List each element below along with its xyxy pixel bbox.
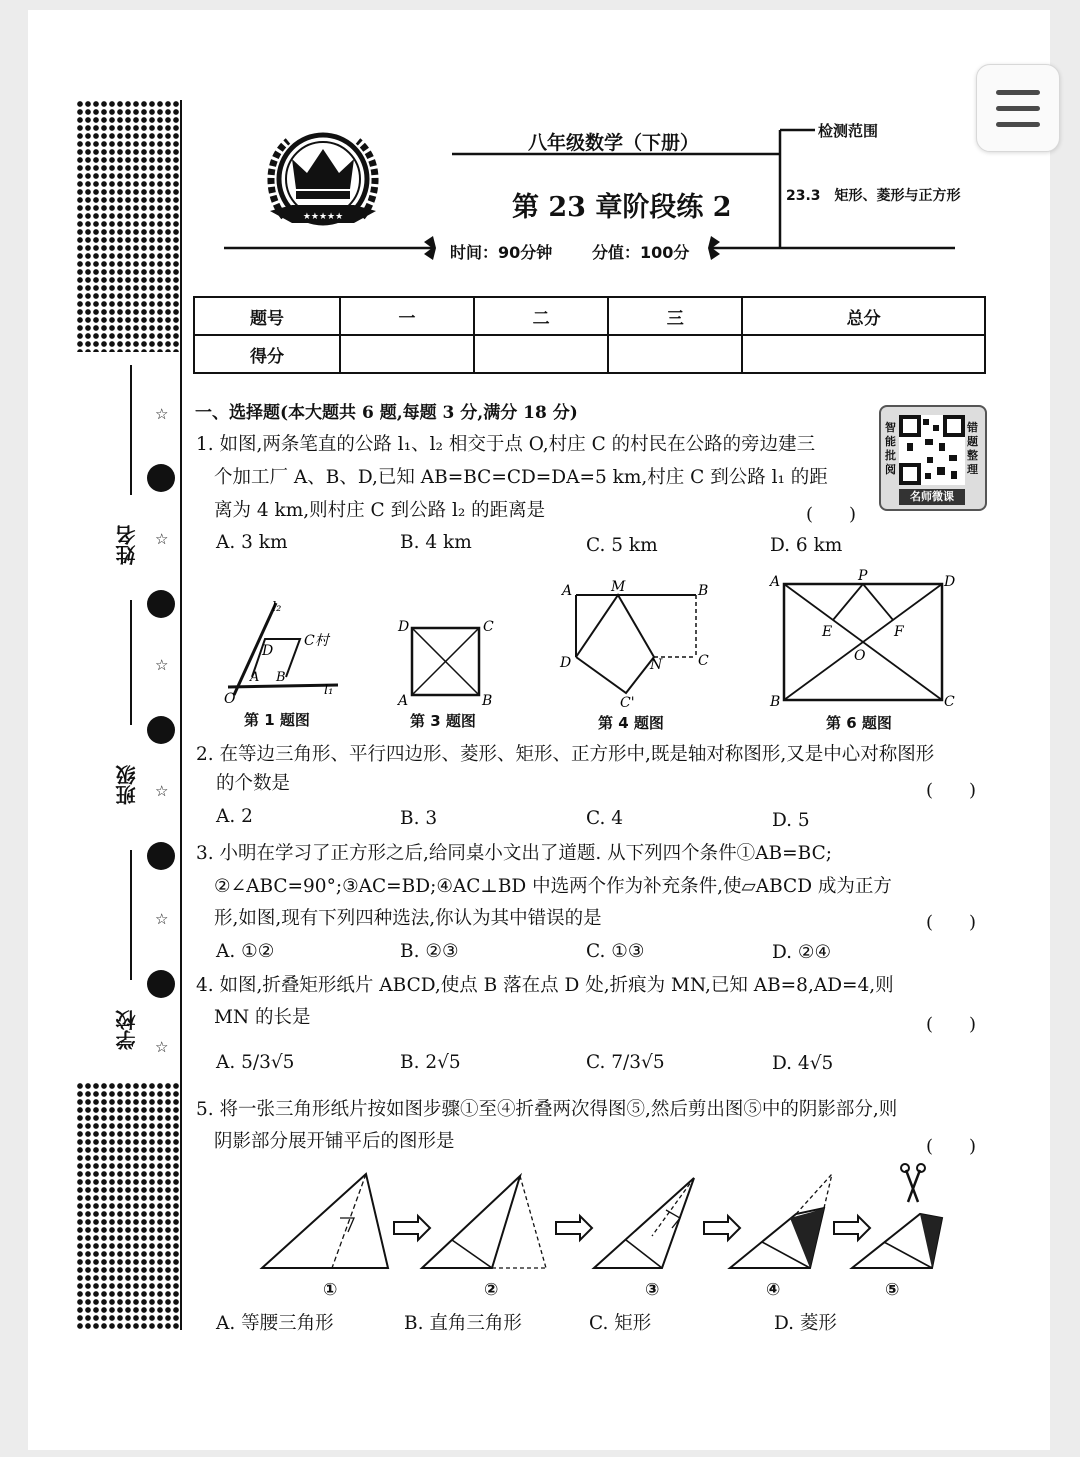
binding-line xyxy=(180,100,182,1330)
q3-option-b[interactable]: B. ②③ xyxy=(400,941,459,962)
q4-line1: 4. 如图,折叠矩形纸片 ABCD,使点 B 落在点 D 处,折痕为 MN,已知 AB=8,AD=4,则 xyxy=(196,975,894,996)
q5-option-b[interactable]: B. 直角三角形 xyxy=(404,1313,522,1334)
scissors-icon xyxy=(901,1164,925,1202)
q1-option-a[interactable]: A. 3 km xyxy=(216,532,288,553)
q1-option-d[interactable]: D. 6 km xyxy=(770,535,843,556)
figure-q6 xyxy=(766,566,962,708)
qr-left-text: 智能批阅 xyxy=(885,421,896,476)
svg-text:★★★★★: ★★★★★ xyxy=(302,212,344,222)
section-title: 一、选择题(本大题共 6 题,每题 3 分,满分 18 分) xyxy=(195,403,578,423)
binding-hole xyxy=(147,464,175,492)
fig4-label: D xyxy=(560,655,572,671)
q2-option-d[interactable]: D. 5 xyxy=(772,810,810,831)
fig4-label: C' xyxy=(620,695,635,710)
binding-pattern-top xyxy=(76,100,180,352)
binding-hole xyxy=(147,716,175,744)
subject-label: 八年级数学（下册） xyxy=(528,132,700,154)
fig6-label: C xyxy=(944,694,955,708)
q1-line1: 1. 如图,两条笔直的公路 l₁、l₂ 相交于点 O,村庄 C 的村民在公路的旁边建三 xyxy=(196,434,816,455)
qr-bottom-text: 名师微课 xyxy=(899,489,965,505)
q5-option-c[interactable]: C. 矩形 xyxy=(589,1313,652,1334)
q4-option-b[interactable]: B. 2√5 xyxy=(400,1052,461,1073)
fig6-label: O xyxy=(854,648,866,664)
fig3-label: B xyxy=(482,693,493,707)
figure-q1 xyxy=(220,595,345,707)
score-cell[interactable] xyxy=(608,335,742,373)
q2-option-a[interactable]: A. 2 xyxy=(216,806,253,827)
q1-option-b[interactable]: B. 4 km xyxy=(400,532,472,553)
q3-option-d[interactable]: D. ②④ xyxy=(772,942,832,963)
menu-button[interactable] xyxy=(976,64,1060,152)
star-icon: ☆ xyxy=(155,656,169,674)
table-header: 题号 xyxy=(194,297,340,335)
q1-answer[interactable]: ( ) xyxy=(806,504,857,525)
table-header: 三 xyxy=(608,297,742,335)
q3-answer[interactable]: ( ) xyxy=(926,912,977,933)
figure-caption: 第 3 题图 xyxy=(410,712,476,730)
q3-line3: 形,如图,现有下列四种选法,你认为其中错误的是 xyxy=(214,908,602,929)
q1-line2: 个加工厂 A、B、D,已知 AB=BC=CD=DA=5 km,村庄 C 到公路 l₁ 的距 xyxy=(214,467,828,488)
score-cell[interactable] xyxy=(742,335,985,373)
scope-value: 23.3 矩形、菱形与正方形 xyxy=(786,188,961,204)
fig4-label: N xyxy=(650,657,663,673)
q4-line2: MN 的长是 xyxy=(214,1007,311,1028)
figure-q5-steps xyxy=(256,1162,956,1278)
q4-option-a[interactable]: A. 5/3√5 xyxy=(216,1052,295,1073)
table-header: 二 xyxy=(474,297,608,335)
step-label: ④ xyxy=(766,1280,781,1300)
fig3-label: A xyxy=(398,693,409,707)
q4-answer[interactable]: ( ) xyxy=(926,1014,977,1035)
class-label: 班级 xyxy=(115,765,139,805)
q2-option-b[interactable]: B. 3 xyxy=(400,808,438,829)
q4-option-c[interactable]: C. 7/3√5 xyxy=(586,1052,665,1073)
q3-option-a[interactable]: A. ①② xyxy=(216,941,275,962)
fig1-label: C村 xyxy=(304,633,329,649)
scope-label: 检测范围 xyxy=(818,122,879,140)
hamburger-icon xyxy=(996,90,1040,95)
binding-hole xyxy=(147,970,175,998)
q5-option-a[interactable]: A. 等腰三角形 xyxy=(216,1313,334,1334)
fig1-label: B xyxy=(276,670,286,685)
table-header: 一 xyxy=(340,297,474,335)
step-label: ② xyxy=(484,1280,499,1300)
score-cell[interactable] xyxy=(340,335,474,373)
q2-option-c[interactable]: C. 4 xyxy=(586,808,624,829)
fig3-label: C xyxy=(483,619,494,635)
q4-option-d[interactable]: D. 4√5 xyxy=(772,1053,834,1074)
fig6-label: F xyxy=(894,624,904,640)
time-label: 时间：90分钟 xyxy=(450,243,553,262)
table-row-label: 得分 xyxy=(194,335,340,373)
figure-q4 xyxy=(556,575,716,710)
score-cell[interactable] xyxy=(474,335,608,373)
star-icon: ☆ xyxy=(155,530,169,548)
fig1-label: l₁ xyxy=(324,683,334,698)
q2-answer[interactable]: ( ) xyxy=(926,780,977,801)
q1-option-c[interactable]: C. 5 km xyxy=(586,535,658,556)
binding-hole xyxy=(147,590,175,618)
star-icon: ☆ xyxy=(155,1038,169,1056)
step-label: ① xyxy=(323,1280,338,1300)
figure-caption: 第 4 题图 xyxy=(598,714,664,732)
binding-hole xyxy=(147,842,175,870)
q2-line1: 2. 在等边三角形、平行四边形、菱形、矩形、正方形中,既是轴对称图形,又是中心对称图形 xyxy=(196,744,935,765)
step-label: ③ xyxy=(645,1280,660,1300)
q5-option-d[interactable]: D. 菱形 xyxy=(774,1313,837,1334)
q3-option-c[interactable]: C. ①③ xyxy=(586,941,645,962)
star-icon: ☆ xyxy=(155,782,169,800)
star-icon: ☆ xyxy=(155,910,169,928)
fig6-label: E xyxy=(822,624,833,640)
binding-pattern-bottom xyxy=(76,1082,180,1330)
star-icon: ☆ xyxy=(155,405,169,423)
fig4-label: C xyxy=(698,653,709,669)
q2-line2: 的个数是 xyxy=(216,773,291,794)
fig1-label: O xyxy=(224,691,236,707)
fig1-label: l₂ xyxy=(272,600,282,615)
qr-pattern xyxy=(899,415,965,485)
fig1-label: A xyxy=(250,670,260,685)
fig6-label: P xyxy=(858,568,868,584)
q1-line3: 离为 4 km,则村庄 C 到公路 l₂ 的距离是 xyxy=(214,500,546,521)
figure-caption: 第 1 题图 xyxy=(244,711,310,729)
fig4-label: M xyxy=(611,579,626,595)
figure-q3 xyxy=(396,615,498,707)
fig4-label: A xyxy=(562,583,573,599)
fig6-label: D xyxy=(944,574,956,590)
q5-answer[interactable]: ( ) xyxy=(926,1136,977,1157)
score-table xyxy=(193,296,986,374)
score-label: 分值：100分 xyxy=(592,243,690,262)
fig6-label: B xyxy=(770,694,781,708)
fig3-label: D xyxy=(398,619,410,635)
q5-line2: 阴影部分展开铺平后的图形是 xyxy=(214,1131,455,1152)
figure-caption: 第 6 题图 xyxy=(826,714,892,732)
table-header: 总分 xyxy=(742,297,985,335)
q5-line1: 5. 将一张三角形纸片按如图步骤①至④折叠两次得图⑤,然后剪出图⑤中的阴影部分,则 xyxy=(196,1099,898,1120)
name-label: 姓名 xyxy=(115,525,139,565)
page-title: 第 23 章阶段练 2 xyxy=(512,192,732,223)
q3-line1: 3. 小明在学习了正方形之后,给同桌小文出了道题. 从下列四个条件①AB=BC; xyxy=(196,843,832,864)
step-label: ⑤ xyxy=(885,1280,900,1300)
fig1-label: D xyxy=(262,643,274,659)
q3-line2: ②∠ABC=90°;③AC=BD;④AC⊥BD 中选两个作为补充条件,使▱ABCD 成为正方 xyxy=(214,876,892,897)
qr-code[interactable] xyxy=(879,405,987,511)
fig6-label: A xyxy=(770,574,781,590)
school-label: 学校 xyxy=(115,1010,139,1050)
qr-right-text: 错题整理 xyxy=(967,421,978,476)
fig4-label: B xyxy=(698,583,709,599)
